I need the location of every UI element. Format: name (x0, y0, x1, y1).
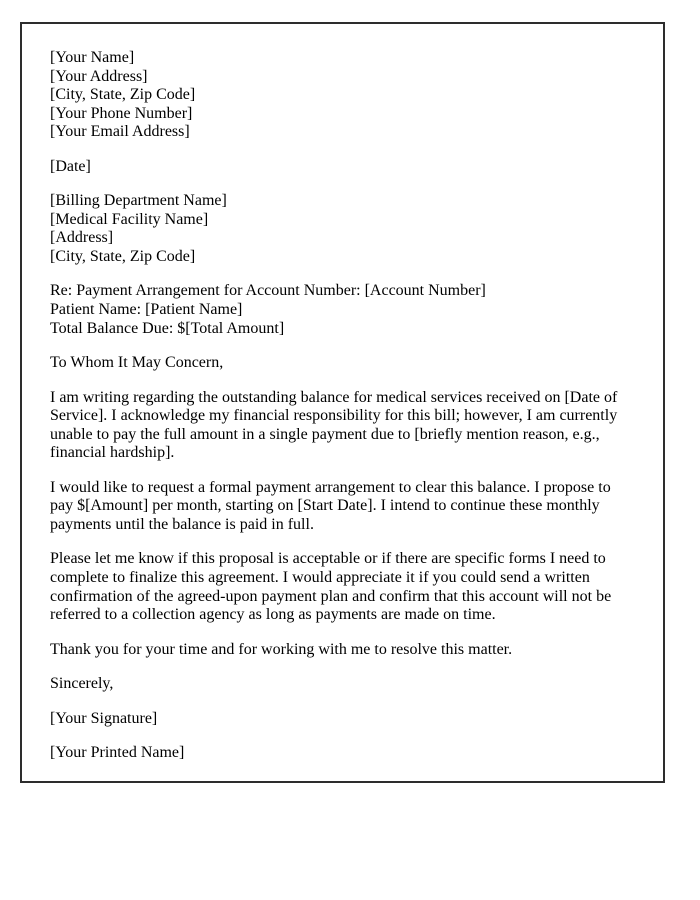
sender-address-block (50, 49, 635, 142)
recipient-address-block (50, 192, 635, 266)
sender-name-line: [Your Name] (50, 49, 135, 66)
body-paragraph-thanks: Thank you for your time and for working with me to resolve this matter. (50, 640, 513, 658)
sender-address-line: [Your Address] (50, 67, 148, 85)
recipient-address-line: [Address] (50, 229, 114, 247)
subject-re-line: Re: Payment Arrangement for Account Number: [Account Number] (50, 282, 486, 300)
closing: Sincerely, (50, 675, 114, 693)
subject-block (50, 282, 635, 338)
recipient-city-state-zip-line: [City, State, Zip Code] (50, 247, 196, 265)
sender-phone-line: [Your Phone Number] (50, 104, 193, 122)
body-paragraph-proposal: I would like to request a formal payment arrangement to clear this balance. I propose to pay $[Amount] per month, starting on [Start Date]. I intend to continue these monthly payments until the balance is paid in full. (50, 478, 611, 533)
subject-balance-due-line: Total Balance Due: $[Total Amount] (50, 319, 285, 337)
letter-document (20, 22, 665, 783)
sender-email-line: [Your Email Address] (50, 123, 190, 141)
printed-name-placeholder: [Your Printed Name] (50, 744, 185, 762)
body-paragraph-confirmation-request: Please let me know if this proposal is acceptable or if there are specific forms I need to complete to finalize this agreement. I would appreciate it if you could send a written confirmation of the agreed-upon payment plan and confirm that this account will not be referred to a collection agency as long as payments are made on time. (50, 550, 612, 624)
salutation: To Whom It May Concern, (50, 354, 224, 372)
body-paragraph-intro: I am writing regarding the outstanding balance for medical services received on [Date of Service]. I acknowledge my financial responsibility for this bill; however, I am currently unable to pay the full amount in a single payment due to [briefly mention reason, e.g., financial hardship]. (50, 388, 618, 462)
signature-placeholder: [Your Signature] (50, 709, 158, 727)
date-line: [Date] (50, 157, 91, 175)
sender-city-state-zip-line: [City, State, Zip Code] (50, 86, 196, 104)
recipient-department-line: [Billing Department Name] (50, 192, 227, 210)
subject-patient-name-line: Patient Name: [Patient Name] (50, 301, 243, 319)
recipient-facility-line: [Medical Facility Name] (50, 210, 209, 228)
